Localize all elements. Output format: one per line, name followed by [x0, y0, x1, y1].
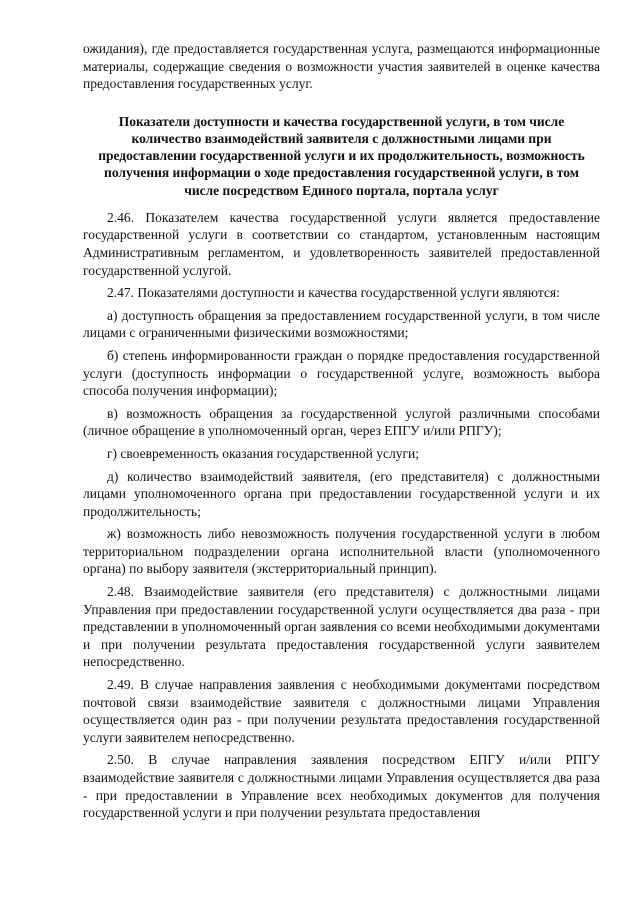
list-item-b: б) степень информированности граждан о порядке предоставления государственной услуги (доступность информации о государственной услуге, возможность выбора способа получения информации);: [83, 347, 600, 399]
list-item-v: в) возможность обращения за государственной услугой различными способами (личное обращение в уполномоченный орган, через ЕПГУ и/или РПГУ);: [83, 405, 600, 439]
paragraph-2-47: 2.47. Показателями доступности и качества государственной услуги являются:: [107, 285, 560, 301]
list-item-g: г) своевременность оказания государственной услуги;: [107, 445, 419, 461]
paragraph-2-46: 2.46. Показателем качества государственной услуги является предоставление государственной услуги в соответствии со стандартом, установленным настоящим Административным регламентом, и удовлетворенность заявителей предоставленной государственной услугой.: [83, 209, 600, 278]
paragraph-continuation: ожидания), где предоставляется государственная услуга, размещаются информационные материалы, содержащие сведения о возможности участия заявителей в оценке качества предоставления государственных услуг.: [83, 41, 600, 92]
list-item-a: а) доступность обращения за предоставлением государственной услуги, в том числе лицами с ограниченными физическими возможностями;: [83, 307, 600, 341]
section-heading: Показатели доступности и качества государственной услуги, в том числе количество взаимодействий заявителя с должностными лицами при предоставлении государственной услуги и их продолжительность, возможность получения информации о ходе предоставления государственной услуги, в том числе посредством Единого портала, портала услуг: [98, 113, 585, 198]
paragraph-2-48: 2.48. Взаимодействие заявителя (его представителя) с должностными лицами Управления при предоставлении государственной услуги осуществляется два раза - при представлении в уполномоченный орган заявления со всеми необходимыми документами и при получении результата предоставления государственной услуги заявителем непосредственно.: [83, 584, 601, 670]
document-page: [83, 40, 600, 827]
paragraph-2-50: 2.50. В случае направления заявления посредством ЕПГУ и/или РПГУ взаимодействие заявителя с должностными лицами Управления осуществляется два раза - при предоставлении в Управление всех необходимых документов для получения государственной услуги и при получении результата предоставления: [83, 752, 600, 821]
list-item-zh: ж) возможность либо невозможность получения государственной услуги в любом территориальном подразделении органа исполнительной власти (уполномоченного органа) по выбору заявителя (экстерриториальный принцип).: [83, 526, 600, 577]
paragraph-2-49: 2.49. В случае направления заявления с необходимыми документами посредством почтовой связи взаимодействие заявителя с должностными лицами Управления осуществляется один раз - при получении результата предоставления государственной услуги заявителем непосредственно.: [83, 677, 600, 745]
list-item-d: д) количество взаимодействий заявителя, (его представителя) с должностными лицами уполномоченного органа при предоставлении государственной услуги и их продолжительность;: [83, 468, 600, 519]
